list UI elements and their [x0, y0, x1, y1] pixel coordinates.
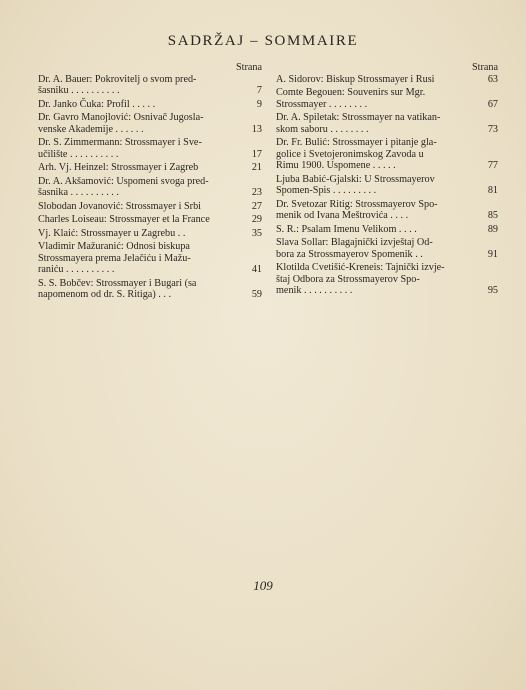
toc-entry — [38, 162, 264, 174]
toc-entry-page: 73 — [487, 123, 498, 135]
toc-entry-page: 81 — [487, 185, 498, 196]
toc-entry-line: Ljuba Babić-Gjalski: U Strossmayerov — [276, 173, 435, 185]
toc-entry — [38, 112, 264, 135]
toc-entry-page: 85 — [487, 210, 498, 221]
toc-entry-line: Strossmayer . . . . . . . . — [276, 98, 368, 110]
toc-entry-line: golice i Svetojeronimskog Zavoda u — [276, 148, 424, 160]
toc-entry-line: Strossmayera prema Jelačiću i Mažu- — [38, 252, 191, 264]
toc-entry — [38, 278, 264, 301]
toc-entry-line: Dr. A. Akšamović: Uspomeni svoga pred- — [38, 175, 209, 187]
toc-entry-line: Comte Begouen: Souvenirs sur Mgr. — [276, 87, 426, 98]
toc-entry-line: venske Akademije . . . . . . — [38, 123, 144, 135]
toc-entry — [276, 199, 500, 222]
toc-left-column — [38, 62, 264, 303]
toc-entry-line: Arh. Vj. Heinzel: Strossmayer i Zagreb — [38, 162, 199, 173]
toc-entry-line: Spomen-Spis . . . . . . . . . — [276, 185, 377, 196]
toc-entry-line: S. R.: Psalam Imenu Velikom . . . . — [276, 223, 417, 235]
toc-entry-page: 7 — [256, 85, 262, 96]
toc-entry — [38, 99, 264, 111]
toc-entry-page: 27 — [251, 200, 262, 212]
toc-entry-line: Dr. Janko Čuka: Profil . . . . . — [38, 98, 156, 110]
toc-entry-line: Dr. S. Zimmermann: Strossmayer i Sve- — [38, 137, 202, 148]
page-title: SADRŽAJ – SOMMAIRE — [167, 33, 359, 49]
page-column-header: Strana — [235, 62, 262, 73]
toc-entry-page: 29 — [251, 214, 262, 225]
toc-entry — [276, 262, 500, 297]
toc-entry — [276, 174, 500, 197]
toc-entry-line: napomenom od dr. S. Ritiga) . . . — [38, 289, 171, 300]
toc-entry — [38, 137, 264, 160]
toc-entry-line: štaj Odbora za Strossmayerov Spo- — [276, 273, 420, 285]
toc-entry-line: Dr. Fr. Bulić: Strossmayer i pitanje gla- — [276, 137, 437, 148]
toc-entry-line: menik . . . . . . . . . . — [276, 285, 353, 296]
page-column-header: Strana — [471, 62, 498, 73]
page-number: 109 — [253, 578, 273, 593]
toc-entry-line: Vj. Klaić: Strossmayer u Zagrebu . . — [38, 227, 186, 239]
toc-entry-line: S. S. Bobčev: Strossmayer i Bugari (sa — [38, 277, 197, 289]
toc-entry — [38, 201, 264, 213]
toc-entry — [38, 176, 264, 199]
toc-entry-line: Vladimir Mažuranić: Odnosi biskupa — [38, 241, 190, 252]
toc-entry-line: menik od Ivana Meštrovića . . . . — [276, 210, 409, 221]
toc-entry-page: 9 — [256, 98, 262, 110]
toc-entry-page: 95 — [487, 285, 498, 296]
toc-entry-line: Charles Loiseau: Strossmayer et la France — [38, 214, 210, 225]
toc-entry — [276, 237, 500, 260]
toc-entry — [276, 224, 500, 236]
toc-entry-page: 23 — [251, 187, 262, 198]
toc-entry — [276, 137, 500, 172]
toc-entry-page: 67 — [487, 98, 498, 110]
toc-entry-page: 63 — [487, 73, 498, 85]
toc-entry-page: 35 — [251, 227, 262, 239]
toc-entry-line: šasnika . . . . . . . . . . — [38, 187, 119, 198]
toc-entry-page: 17 — [251, 148, 262, 160]
toc-entry — [38, 228, 264, 240]
toc-entry-page: 41 — [251, 264, 262, 275]
toc-entry-line: Klotilda Cvetišić-Kreneis: Tajnički izvje- — [276, 262, 445, 273]
toc-entry-page: 13 — [251, 123, 262, 135]
toc-entry-line: skom saboru . . . . . . . . — [276, 123, 369, 135]
toc-entry-line: Dr. Gavro Manojlović: Osnivač Jugosla- — [38, 112, 204, 123]
toc-entry-page: 89 — [487, 223, 498, 235]
toc-entry-line: bora za Strossmayerov Spomenik . . — [276, 248, 423, 260]
toc-entry — [276, 112, 500, 135]
toc-entry-line: Dr. A. Spiletak: Strossmayer na vatikan- — [276, 112, 441, 123]
toc-entry-line: A. Sidorov: Biskup Strossmayer i Rusi — [276, 73, 435, 85]
toc-entry — [276, 87, 500, 110]
toc-right-column — [276, 62, 500, 299]
toc-entry-line: Rimu 1900. Uspomene . . . . . — [276, 160, 396, 171]
toc-entry — [38, 214, 264, 226]
toc-entry-line: šasniku . . . . . . . . . . — [38, 85, 120, 96]
toc-entry — [276, 74, 500, 86]
toc-entry-line: Slobodan Jovanović: Strossmayer i Srbi — [38, 200, 201, 212]
toc-entry-line: Slava Sollar: Blagajnički izvještaj Od- — [276, 237, 433, 248]
toc-entry — [38, 241, 264, 276]
toc-entry — [38, 74, 264, 97]
toc-entry-line: raniću . . . . . . . . . . — [38, 264, 115, 275]
toc-entry-page: 59 — [251, 289, 262, 300]
toc-entry-line: Dr. A. Bauer: Pokrovitelj o svom pred- — [38, 73, 197, 85]
toc-entry-line: Dr. Svetozar Ritig: Strossmayerov Spo- — [276, 198, 438, 210]
toc-entry-page: 77 — [487, 160, 498, 171]
toc-entry-page: 91 — [487, 248, 498, 260]
toc-entry-line: učilište . . . . . . . . . . — [38, 148, 119, 160]
toc-entry-page: 21 — [251, 162, 262, 173]
